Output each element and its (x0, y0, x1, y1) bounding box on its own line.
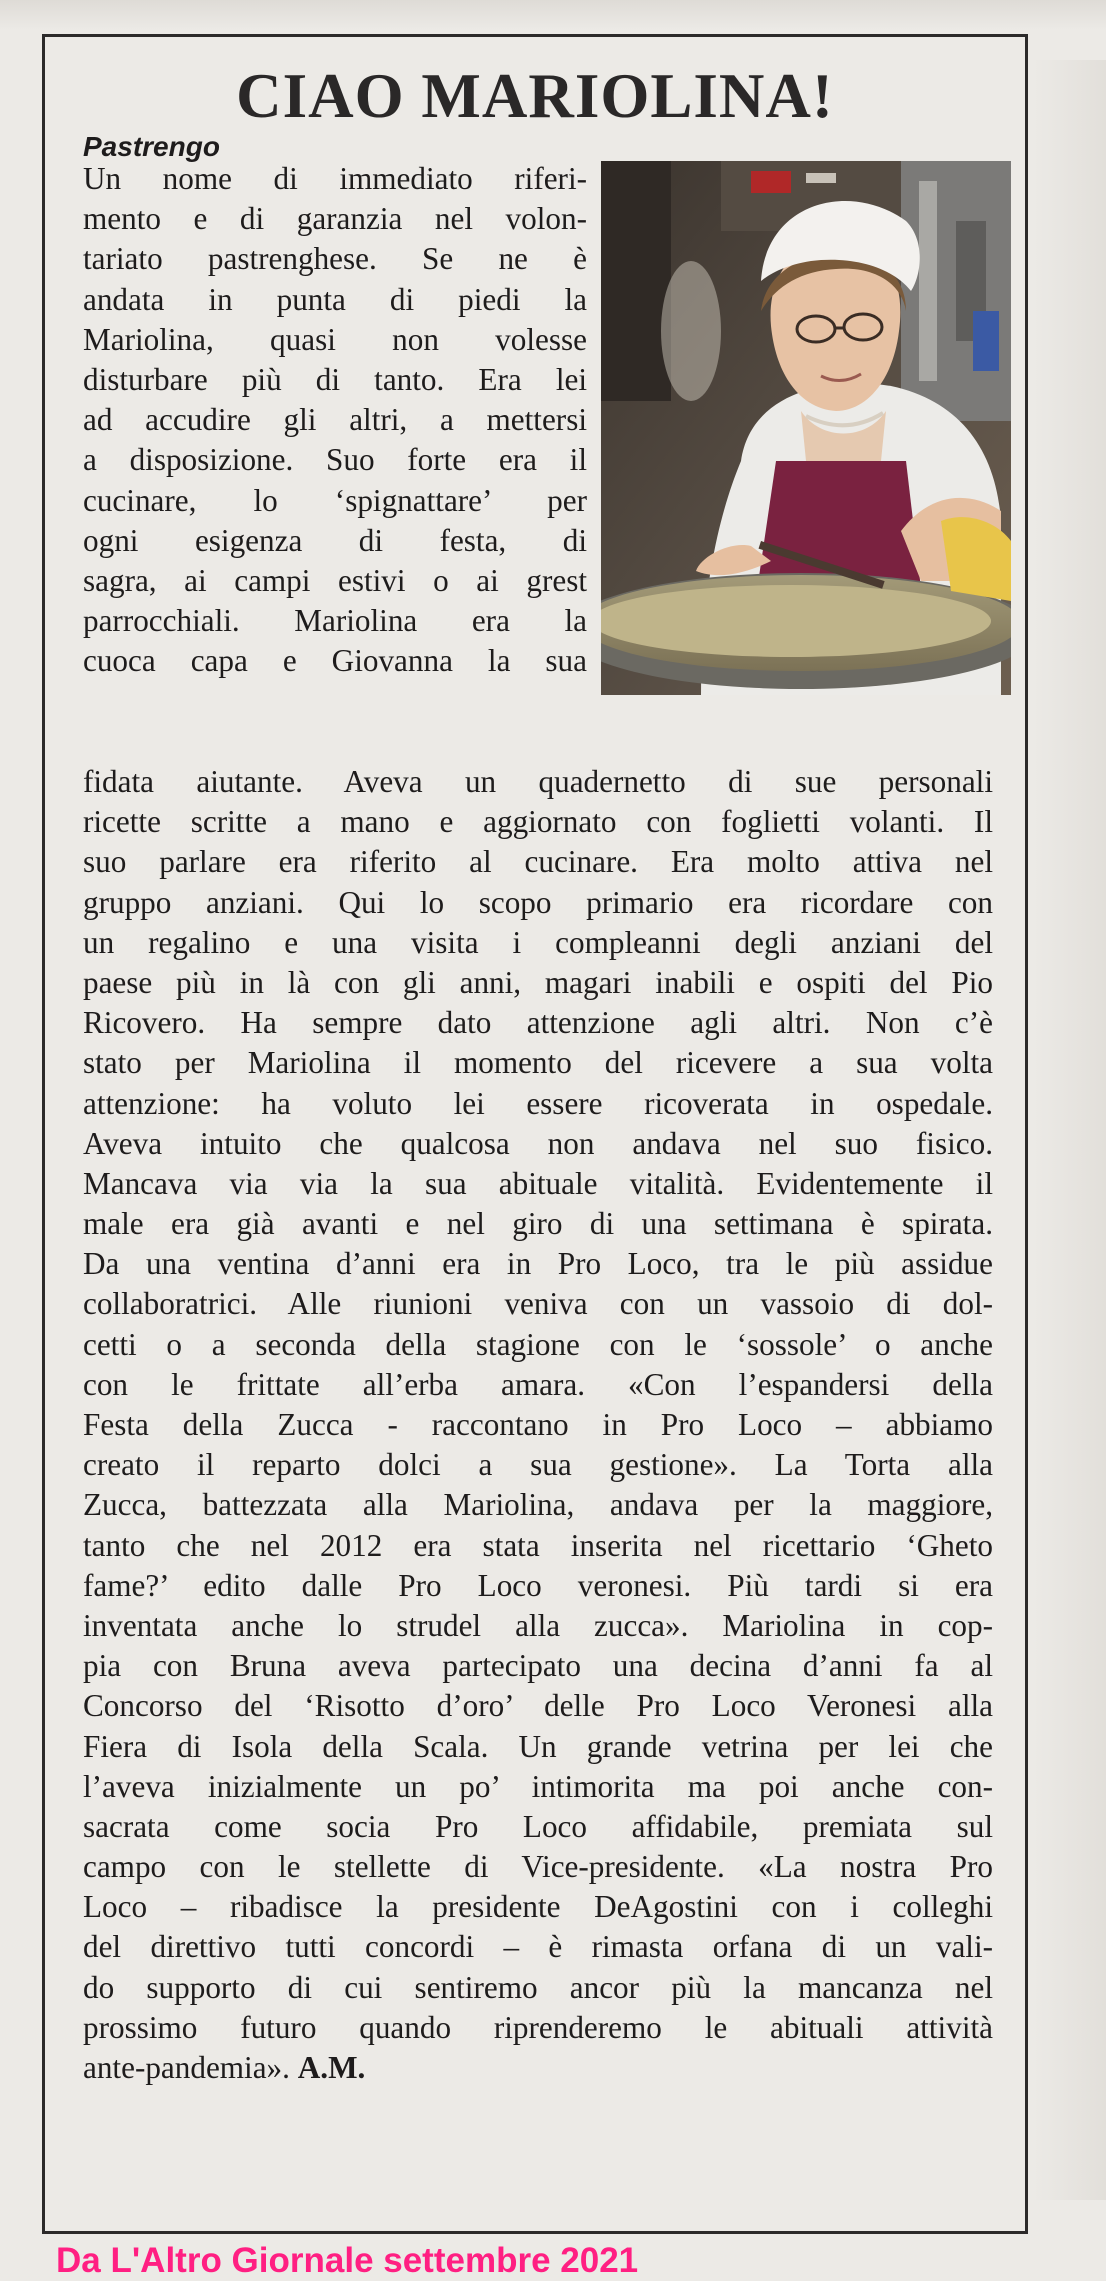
article-title: CIAO MARIOLINA! (236, 61, 834, 131)
body-line: un regalino e una visita i compleanni degli anziani del (83, 924, 993, 960)
body-line: tariato pastrenghese. Se ne è (83, 241, 587, 277)
article-photo (601, 161, 1011, 695)
source-caption: Da L'Altro Giornale settembre 2021 (56, 2241, 639, 2280)
body-line: ricette scritte a mano e aggiornato con foglietti volanti. Il (83, 804, 993, 840)
author-signature: A.M. (297, 2050, 366, 2085)
body-line: l’aveva inizialmente un po’ intimorita ma poi anche con- (83, 1768, 993, 1804)
body-line: cucinare, lo ‘spignattare’ per (83, 482, 587, 518)
body-line: tanto che nel 2012 era stata inserita nel ricettario ‘Gheto (83, 1527, 993, 1563)
body-line: collaboratrici. Alle riunioni veniva con un vassoio di dol- (83, 1286, 993, 1322)
body-line: fame?’ edito dalle Pro Loco veronesi. Più tardi si era (83, 1567, 993, 1603)
adjacent-page-edge (0, 0, 1106, 30)
body-line: disturbare più di tanto. Era lei (83, 361, 587, 397)
article-body-full-width (83, 762, 993, 2088)
article-body-left-column (83, 159, 587, 681)
body-line: gruppo anziani. Qui lo scopo primario era ricordare con (83, 884, 993, 920)
body-line: Concorso del ‘Risotto d’oro’ delle Pro Loco Veronesi alla (83, 1688, 993, 1724)
body-line: andata in punta di piedi la (83, 281, 587, 317)
body-line: inventata anche lo strudel alla zucca». Mariolina in cop- (83, 1607, 993, 1643)
body-line: sagra, ai campi estivi o ai grest (83, 562, 587, 598)
body-line: suo parlare era riferito al cucinare. Era molto attiva nel (83, 844, 993, 880)
body-line: Ricovero. Ha sempre dato attenzione agli altri. Non c’è (83, 1005, 993, 1041)
body-line: Fiera di Isola della Scala. Un grande vetrina per lei che (83, 1728, 993, 1764)
body-final-line (83, 2048, 993, 2088)
body-line: con le frittate all’erba amara. «Con l’espandersi della (83, 1366, 993, 1402)
body-line: prossimo futuro quando riprenderemo le abituali attività (83, 2009, 993, 2045)
body-line: male era già avanti e nel giro di una settimana è spirata. (83, 1206, 993, 1242)
location-kicker: Pastrengo (83, 131, 220, 162)
body-line: attenzione: ha voluto lei essere ricoverata in ospedale. (83, 1085, 993, 1121)
body-line: sacrata come socia Pro Loco affidabile, premiata sul (83, 1808, 993, 1844)
body-line: Un nome di immediato riferi- (83, 161, 587, 196)
body-line: cuoca capa e Giovanna la sua (83, 643, 587, 679)
body-final-text: ante-pandemia». (83, 2050, 290, 2085)
adjacent-column-edge (1032, 60, 1106, 2200)
body-line: parrocchiali. Mariolina era la (83, 603, 587, 639)
body-line: do supporto di cui sentiremo ancor più la mancanza nel (83, 1969, 993, 2005)
body-line: mento e di garanzia nel volon- (83, 201, 587, 237)
article-frame (42, 34, 1028, 2234)
body-line: stato per Mariolina il momento del ricevere a sua volta (83, 1045, 993, 1081)
body-line: a disposizione. Suo forte era il (83, 442, 587, 478)
body-line: del direttivo tutti concordi – è rimasta orfana di un vali- (83, 1929, 993, 1965)
body-line: Zucca, battezzata alla Mariolina, andava per la maggiore, (83, 1487, 993, 1523)
body-line: Da una ventina d’anni era in Pro Loco, tra le più assidue (83, 1246, 993, 1282)
body-line: campo con le stellette di Vice-presidente. «La nostra Pro (83, 1849, 993, 1885)
body-line: paese più in là con gli anni, magari inabili e ospiti del Pio (83, 964, 993, 1000)
photo-illustration (601, 161, 1011, 695)
body-line: fidata aiutante. Aveva un quadernetto di sue personali (83, 764, 993, 799)
body-line: creato il reparto dolci a sua gestione». La Torta alla (83, 1447, 993, 1483)
body-line: ad accudire gli altri, a mettersi (83, 402, 587, 438)
body-line: Festa della Zucca - raccontano in Pro Loco – abbiamo (83, 1407, 993, 1442)
body-line: ogni esigenza di festa, di (83, 522, 587, 558)
body-line: Mancava via via la sua abituale vitalità. Evidentemente il (83, 1165, 993, 1201)
body-line: Mariolina, quasi non volesse (83, 321, 587, 357)
body-line: pia con Bruna aveva partecipato una decina d’anni fa al (83, 1648, 993, 1684)
body-line: cetti o a seconda della stagione con le ‘sossole’ o anche (83, 1326, 993, 1362)
body-line: Aveva intuito che qualcosa non andava nel suo fisico. (83, 1125, 993, 1161)
body-line: Loco – ribadisce la presidente DeAgostini con i colleghi (83, 1889, 993, 1925)
